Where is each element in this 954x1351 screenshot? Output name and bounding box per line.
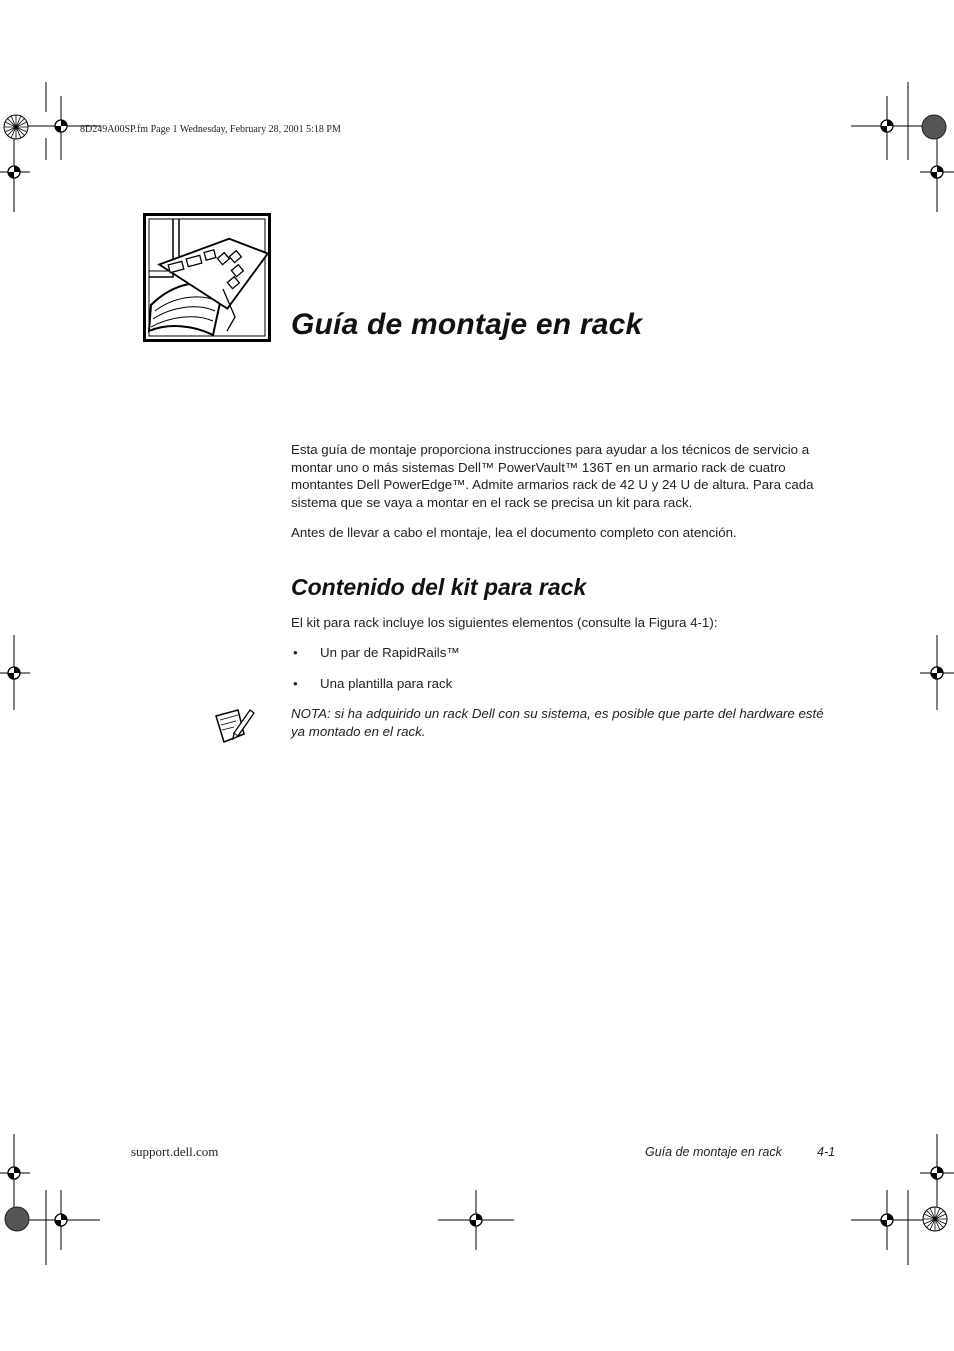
chapter-title: Guía de montaje en rack: [291, 308, 643, 341]
bullet-icon: •: [293, 645, 298, 660]
footer-url: support.dell.com: [131, 1144, 219, 1159]
section-lead: El kit para rack incluye los siguientes elementos (consulte la Figura 4-1):: [291, 615, 718, 630]
list-item-text: Una plantilla para rack: [320, 676, 453, 691]
note-pencil-icon: [214, 708, 256, 744]
bullet-icon: •: [293, 676, 298, 691]
footer-page-number: 4-1: [817, 1145, 836, 1159]
read-first-paragraph: Antes de llevar a cabo el montaje, lea el documento completo con atención.: [291, 525, 737, 540]
list-item: [291, 675, 460, 706]
file-info-header: 8D249A00SP.fm Page 1 Wednesday, February 28, 2001 5:18 PM: [80, 124, 341, 135]
kit-contents-list: [291, 644, 460, 706]
section-title: Contenido del kit para rack: [291, 574, 587, 600]
footer-running-title: Guía de montaje en rack: [645, 1145, 782, 1159]
list-item: [291, 644, 460, 675]
intro-paragraph: Esta guía de montaje proporciona instrucciones para ayudar a los técnicos de servicio a montar uno o más sistemas Dell™ PowerVault™ 136T en un armario rack de cuatro montantes Dell PowerEdge™. Admite armarios rack de 42 U y 24 U de altura. Para cada sistema que se vaya a montar en el rack se precisa un kit para rack.: [291, 442, 814, 510]
note-text: NOTA: si ha adquirido un rack Dell con su sistema, es posible que parte del hardware esté ya montado en el rack.: [291, 706, 824, 739]
list-item-text: Un par de RapidRails™: [320, 645, 460, 660]
chapter-book-icon: [143, 213, 271, 343]
